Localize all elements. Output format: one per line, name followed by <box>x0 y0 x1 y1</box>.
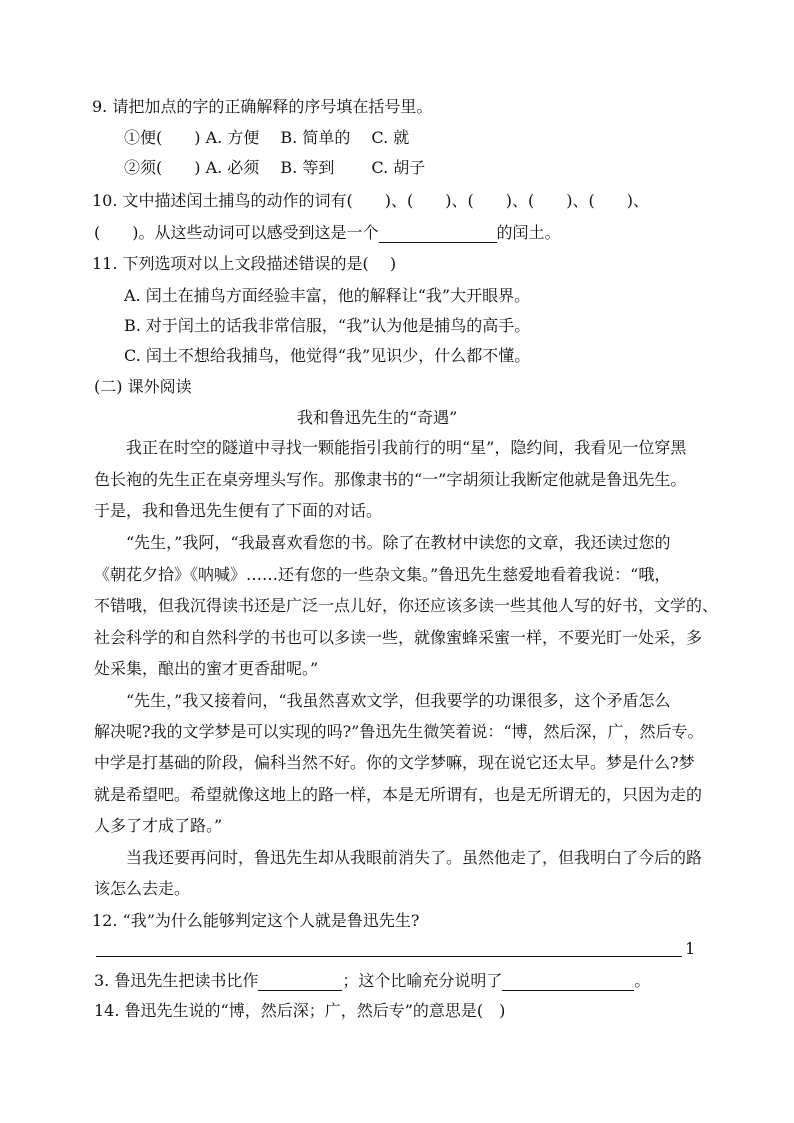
q12-stem: 12. “我”为什么能够判定这个人就是鲁迅先生? <box>92 911 420 930</box>
q9-stem: 9. 请把加点的字的正确解释的序号填在括号里。 <box>92 97 433 116</box>
passage-line: 不错哦，但我沉得读书还是广泛一点儿好，你还应该多读一些其他人写的好书，文学的、 <box>94 596 719 615</box>
passage-line: 我正在时空的隧道中寻找一颗能指引我前行的明“星”，隐约间，我看见一位穿黑 <box>94 438 687 457</box>
q14-stem: 14. 鲁迅先生说的“博，然后深；广，然后专”的意思是( ) <box>94 1001 506 1020</box>
q10-line2 <box>94 223 561 243</box>
passage-line: 该怎么去走。 <box>94 879 191 898</box>
q13-blank-1[interactable] <box>258 972 342 991</box>
q10-line1: 10. 文中描述闰土捕鸟的动作的词有( )、( )、( )、( )、( )、 <box>92 191 649 210</box>
q12-trail-text: 1 <box>685 939 696 958</box>
q12-answer-line[interactable] <box>96 956 682 957</box>
passage-title: 我和鲁迅先生的“奇遇” <box>297 408 458 427</box>
q11-option-a: A. 闰土在捕鸟方面经验丰富，他的解释让“我”大开眼界。 <box>124 286 531 305</box>
q10-answer-blank[interactable] <box>379 224 497 243</box>
passage-line: “先生，”我又接着问，“我虽然喜欢文学，但我要学的功课很多，这个矛盾怎么 <box>94 691 671 710</box>
q13-post: 。 <box>634 971 651 990</box>
q10-line2-pre: ( )。从这些动词可以感受到这是一个 <box>94 223 379 242</box>
passage-line: 处采集，酿出的蜜才更香甜呢。” <box>94 659 319 678</box>
q11-option-b: B. 对于闰土的话我非常信服，“我”认为他是捕鸟的高手。 <box>124 316 531 335</box>
q9-row1: ①便( ) A. 方便 B. 简单的 C. 就 <box>124 128 410 147</box>
passage-line: 社会科学的和自然科学的书也可以多读一些，就像蜜蜂采蜜一样，不要光盯一处采，多 <box>94 628 703 647</box>
passage-line: 《朝花夕拾》《呐喊》……还有您的一些杂文集。”鲁迅先生慈爱地看着我说：“哦， <box>94 565 671 584</box>
q13-mid: ；这个比喻充分说明了 <box>342 971 503 990</box>
passage-line: 色长袍的先生正在桌旁埋头写作。那像隶书的“一”字胡须让我断定他就是鲁迅先生。 <box>94 470 687 489</box>
passage-line: 中学是打基础的阶段，偏科当然不好。你的文学梦嘛，现在说它还太早。梦是什么?梦 <box>94 753 695 772</box>
passage-line: “先生，”我阿，“我最喜欢看您的书。除了在教材中读您的文章，我还读过您的 <box>94 533 671 552</box>
passage-line: 就是希望吧。希望就像这地上的路一样，本是无所谓有，也是无所谓无的，只因为走的 <box>94 785 703 804</box>
q11-option-c: C. 闰土不想给我捕鸟，他觉得“我”见识少，什么都不懂。 <box>124 346 531 365</box>
q13-line <box>94 971 650 991</box>
passage-line: 人多了才成了路。” <box>94 816 223 835</box>
section-heading: (二) 课外阅读 <box>94 377 192 396</box>
q9-row2: ②须( ) A. 必须 B. 等到 C. 胡子 <box>124 158 426 177</box>
q11-stem: 11. 下列选项对以上文段描述错误的是( ) <box>92 254 397 273</box>
passage-line: 当我还要再问时，鲁迅先生却从我眼前消失了。虽然他走了，但我明白了今后的路 <box>94 848 703 867</box>
q13-blank-2[interactable] <box>502 972 634 991</box>
q10-line2-post: 的闰土。 <box>496 223 561 242</box>
passage-line: 于是，我和鲁迅先生便有了下面的对话。 <box>94 501 383 520</box>
passage-line: 解决呢?我的文学梦是可以实现的吗?”鲁迅先生微笑着说：“博，然后深，广，然后专。 <box>94 722 704 741</box>
q13-pre: 3. 鲁迅先生把读书比作 <box>94 971 259 990</box>
